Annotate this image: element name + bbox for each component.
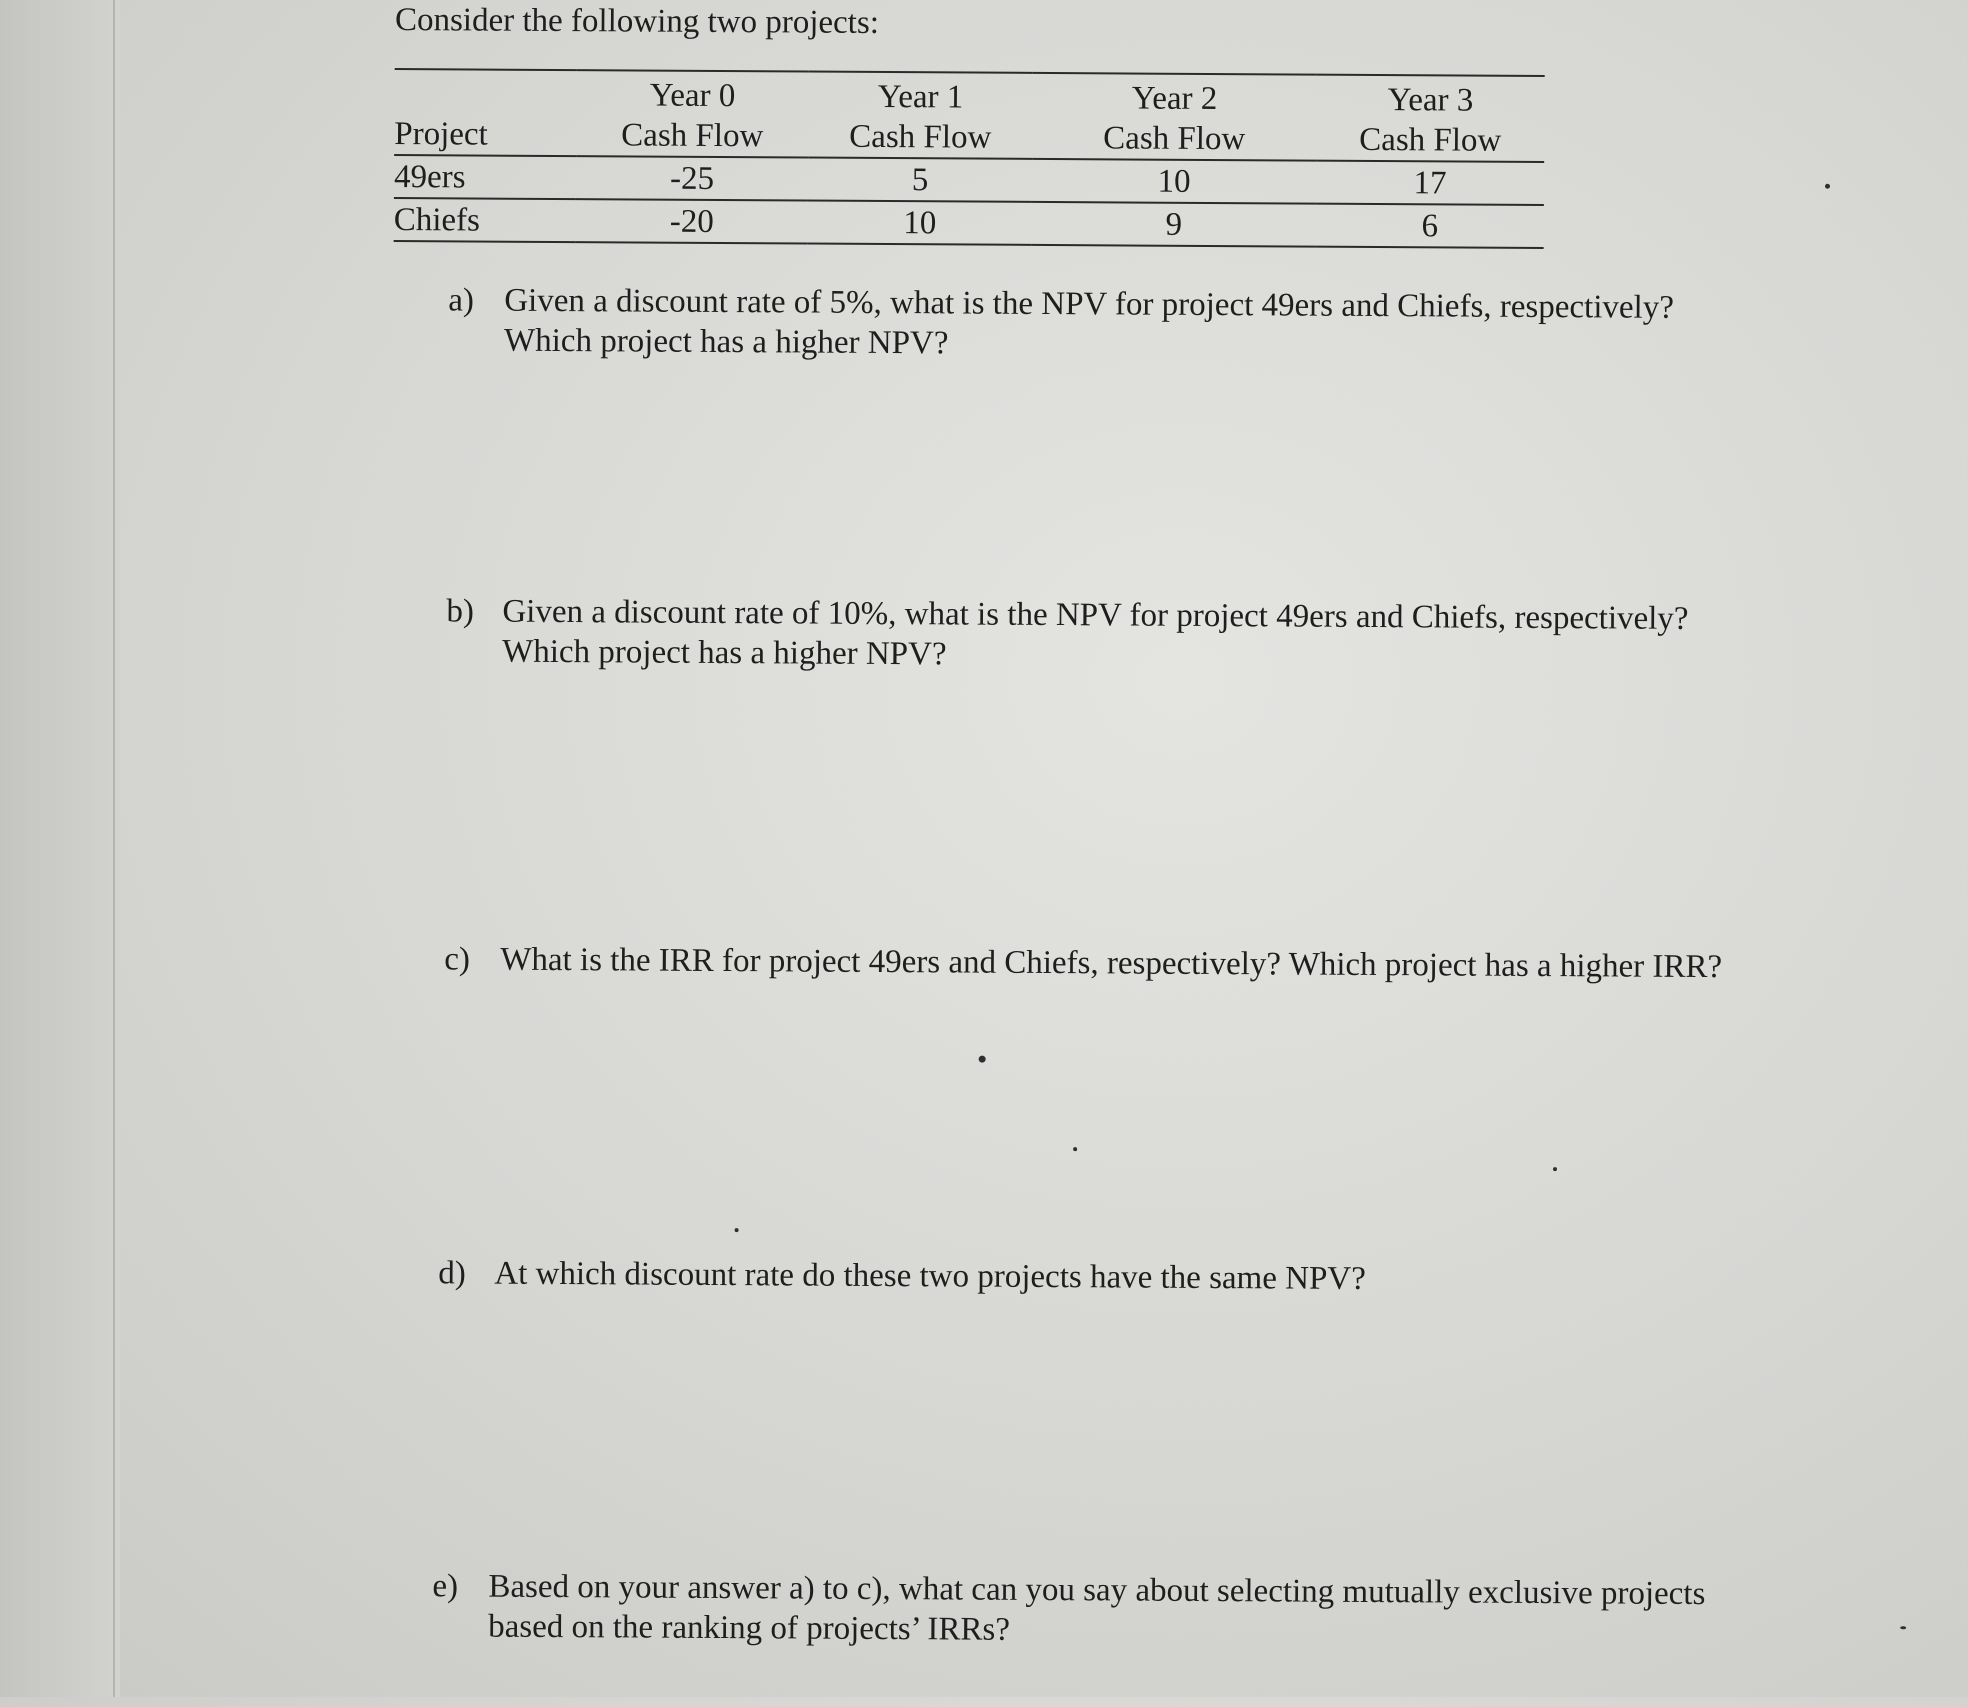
intro-text: Consider the following two projects: <box>394 2 880 41</box>
header-year-3-line1: Year 3 <box>1387 82 1474 119</box>
paper-speck <box>979 1056 986 1063</box>
header-year-0 <box>576 71 809 157</box>
question-b <box>446 591 1757 673</box>
header-year-2-line2: Cash Flow <box>1103 120 1246 158</box>
header-project <box>394 70 577 156</box>
question-d-letter: d) <box>438 1255 466 1292</box>
question-c <box>444 939 1754 986</box>
cell-year-3: 17 <box>1316 161 1544 205</box>
header-project-line2: Project <box>394 115 488 153</box>
question-c-letter: c) <box>444 941 471 978</box>
question-e <box>432 1566 1743 1648</box>
header-year-0-line1: Year 0 <box>649 77 736 115</box>
table-header-row <box>394 70 1544 162</box>
header-year-3 <box>1316 76 1545 162</box>
question-d-text: At which discount rate do these two projects have the same NPV? <box>494 1255 1366 1297</box>
cell-year-0: -20 <box>576 199 808 243</box>
table-row <box>394 198 1544 248</box>
cell-project: 49ers <box>394 155 576 199</box>
paper-speck <box>735 1228 739 1232</box>
table-row <box>394 155 1544 205</box>
question-e-text: Based on your answer a) to c), what can you say about selecting mutually exclusive projects based on the ranking of projects’ IRRs? <box>488 1568 1706 1648</box>
question-a-letter: a) <box>448 282 475 319</box>
question-e-letter: e) <box>432 1568 459 1605</box>
header-year-3-line2: Cash Flow <box>1359 121 1502 159</box>
cell-year-1: 10 <box>808 201 1032 245</box>
header-year-1-line2: Cash Flow <box>849 118 992 156</box>
question-d <box>438 1253 1748 1297</box>
paper-speck <box>1073 1147 1077 1151</box>
cell-year-2: 10 <box>1032 159 1316 204</box>
cell-project: Chiefs <box>394 198 576 242</box>
question-a-text: Given a discount rate of 5%, what is the NPV for project 49ers and Chiefs, respectively? Which project has a higher NPV? <box>503 282 1675 362</box>
cell-year-1: 5 <box>808 158 1032 202</box>
question-a <box>448 280 1758 362</box>
cell-year-0: -25 <box>576 156 808 200</box>
paper-speck <box>1900 1626 1906 1629</box>
header-year-2-line1: Year 2 <box>1131 80 1218 118</box>
cell-year-3: 6 <box>1316 204 1544 248</box>
header-year-0-line2: Cash Flow <box>621 117 764 155</box>
header-year-2 <box>1032 74 1317 161</box>
paper-speck <box>1825 184 1830 189</box>
question-b-letter: b) <box>446 593 474 630</box>
paper-speck <box>1553 1167 1557 1171</box>
question-c-text: What is the IRR for project 49ers and Chiefs, respectively? Which project has a higher IRR? <box>500 941 1723 986</box>
question-b-text: Given a discount rate of 10%, what is the NPV for project 49ers and Chiefs, respectively? Which project has a higher NPV? <box>502 593 1689 673</box>
header-year-1 <box>808 73 1033 159</box>
cash-flow-table <box>394 68 1545 249</box>
header-year-1-line1: Year 1 <box>877 78 964 116</box>
cell-year-2: 9 <box>1032 202 1316 247</box>
